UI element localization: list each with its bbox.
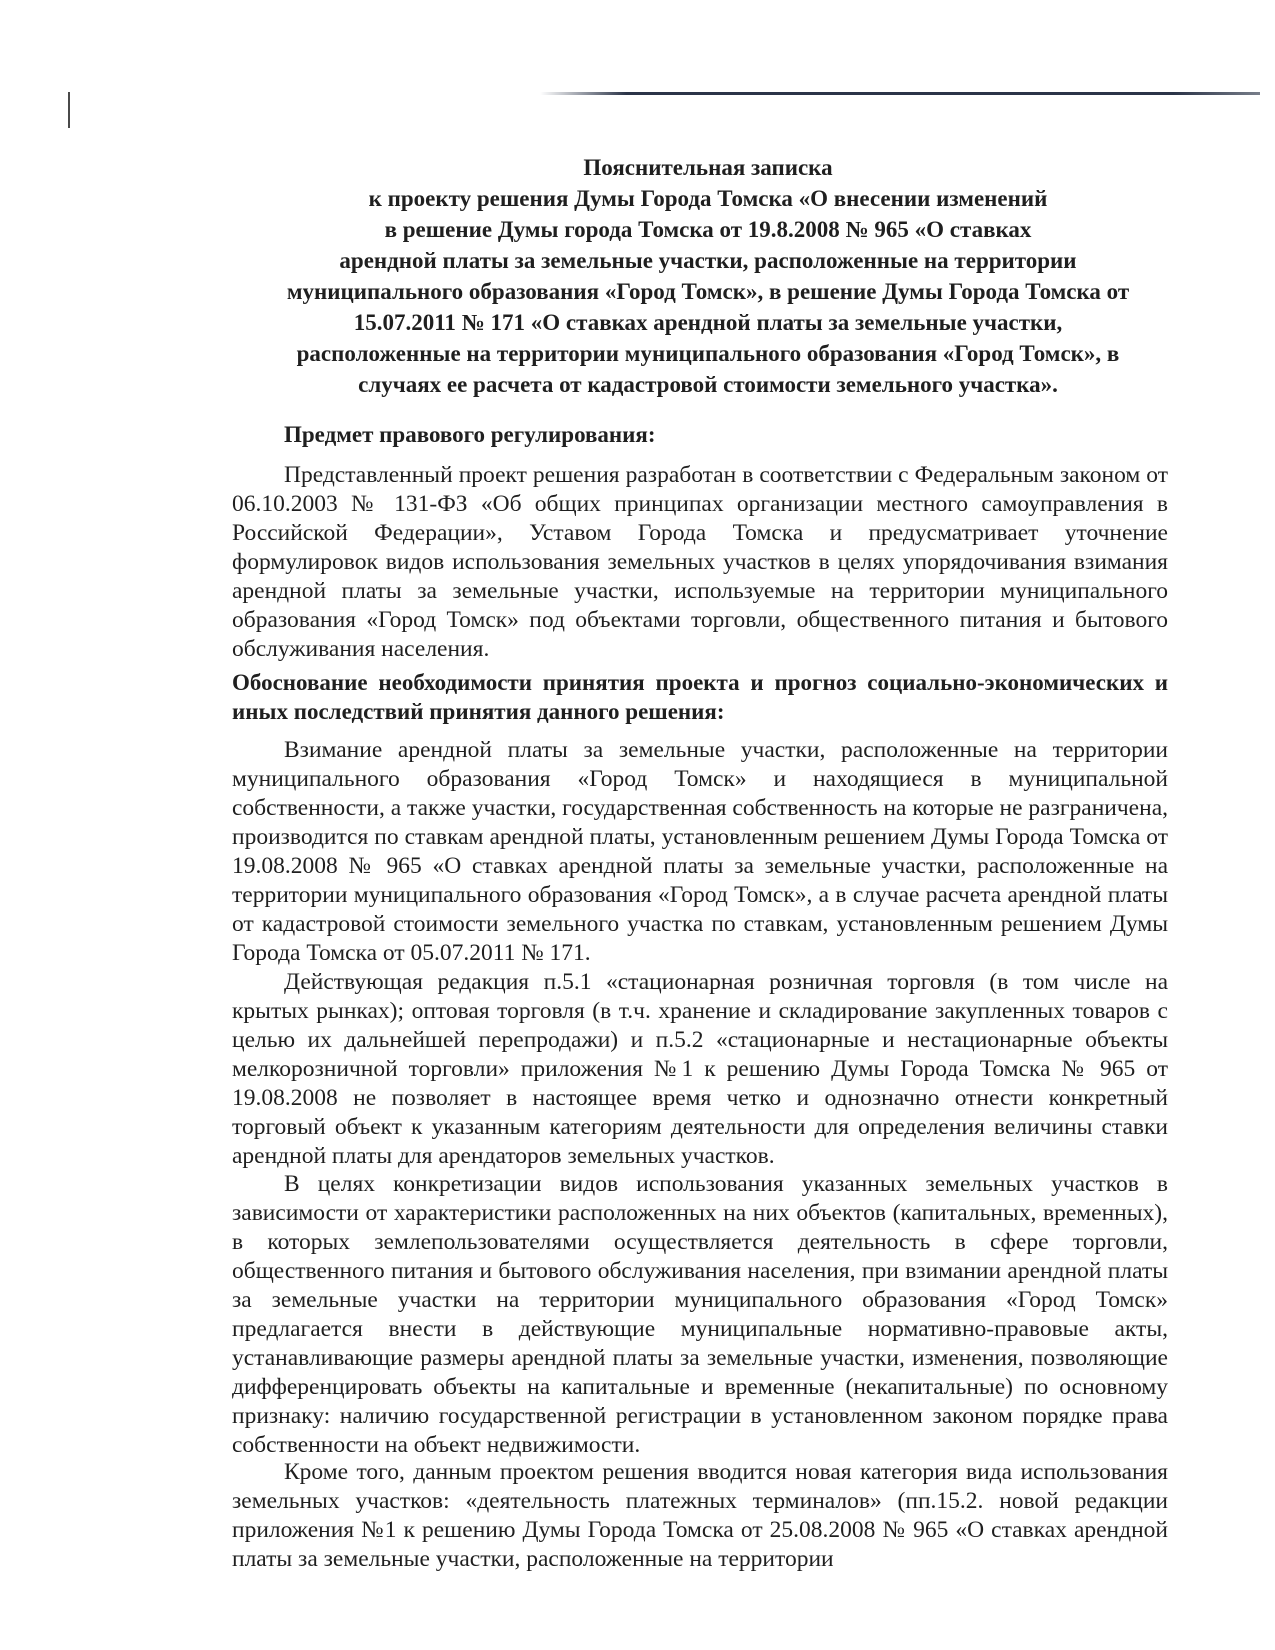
section-heading-justification: Обоснование необходимости принятия проекта и прогноз социально-экономических и иных последствий принятия данного решения: xyxy=(232,670,1168,724)
section-paragraph-subject: Представленный проект решения разработан в соответствии с Федеральным законом от 06.10.2003 № 131-ФЗ «Об общих принципах организации местного самоуправления в Российской Федерации», Уставом Города Томска и предусматривает уточнение формулировок видов использования земельных участков в целях упорядочивания взимания арендной платы за земельные участки, используемые на территории муниципального образования «Город Томск» под объектами торговли, общественного питания и бытового обслуживания населения. xyxy=(232,462,1168,662)
title-line: Пояснительная записка xyxy=(583,155,833,180)
body-paragraph: В целях конкретизации видов использования указанных земельных участков в зависимости от характеристики расположенных на них объектов (капитальных, временных), в которых землепользователями осуществляется деятельность в сфере торговли, общественного питания и бытового обслуживания населения, при взимании арендной платы за земельные участки на территории муниципального образования «Город Томск» предлагается внести в действующие муниципальные нормативно-правовые акты, устанавливающие размеры арендной платы за земельные участки, изменения, позволяющие дифференцировать объекты на капитальные и временные (некапитальные) по основному признаку: наличию государственной регистрации в установленном законом порядке права собственности на объект недвижимости. xyxy=(232,1171,1168,1458)
body-paragraph: Взимание арендной платы за земельные участки, расположенные на территории муниципального образования «Город Томск» и находящиеся в муниципальной собственности, а также участки, государственная собственность на которые не разграничена, производится по ставкам арендной платы, установленным решением Думы Города Томска от 19.08.2008 № 965 «О ставках арендной платы за земельные участки, расположенные на территории муниципального образования «Город Томск», а в случае расчета арендной платы от кадастровой стоимости земельного участка по ставкам, установленным решением Думы Города Томска от 05.07.2011 № 171. xyxy=(232,737,1168,966)
scan-top-edge-line xyxy=(540,92,1260,95)
title-line: муниципального образования «Город Томск», в решение Думы Города Томска от xyxy=(286,279,1130,304)
title-line: 15.07.2011 № 171 «О ставках арендной платы за земельные участки, xyxy=(353,310,1063,335)
title-line: в решение Думы города Томска от 19.8.2008 № 965 «О ставках xyxy=(384,217,1032,242)
title-line: случаях ее расчета от кадастровой стоимости земельного участка». xyxy=(358,372,1058,397)
title-line: к проекту решения Думы Города Томска «О внесении изменений xyxy=(368,186,1048,211)
document-title xyxy=(238,152,1178,400)
title-line: расположенные на территории муниципального образования «Город Томск», в xyxy=(296,341,1120,366)
title-line: арендной платы за земельные участки, расположенные на территории xyxy=(339,248,1077,273)
body-paragraph: Кроме того, данным проектом решения вводится новая категория вида использования земельных участков: «деятельность платежных терминалов» (пп.15.2. новой редакции приложения №1 к решению Думы Города Томска от 25.08.2008 № 965 «О ставках арендной платы за земельные участки, расположенные на территории xyxy=(232,1459,1168,1572)
section-heading-subject: Предмет правового регулирования: xyxy=(284,422,656,447)
body-paragraph: Действующая редакция п.5.1 «стационарная розничная торговля (в том числе на крытых рынках); оптовая торговля (в т.ч. хранение и складирование закупленных товаров с целью их дальнейшей перепродажи) и п.5.2 «стационарные и нестационарные объекты мелкорозничной торговли» приложения №1 к решению Думы Города Томска № 965 от 19.08.2008 не позволяет в настоящее время четко и однозначно отнести конкретный торговый объект к указанным категориям деятельности для определения величины ставки арендной платы для арендаторов земельных участков. xyxy=(232,969,1168,1169)
scan-left-margin-mark xyxy=(68,92,70,128)
